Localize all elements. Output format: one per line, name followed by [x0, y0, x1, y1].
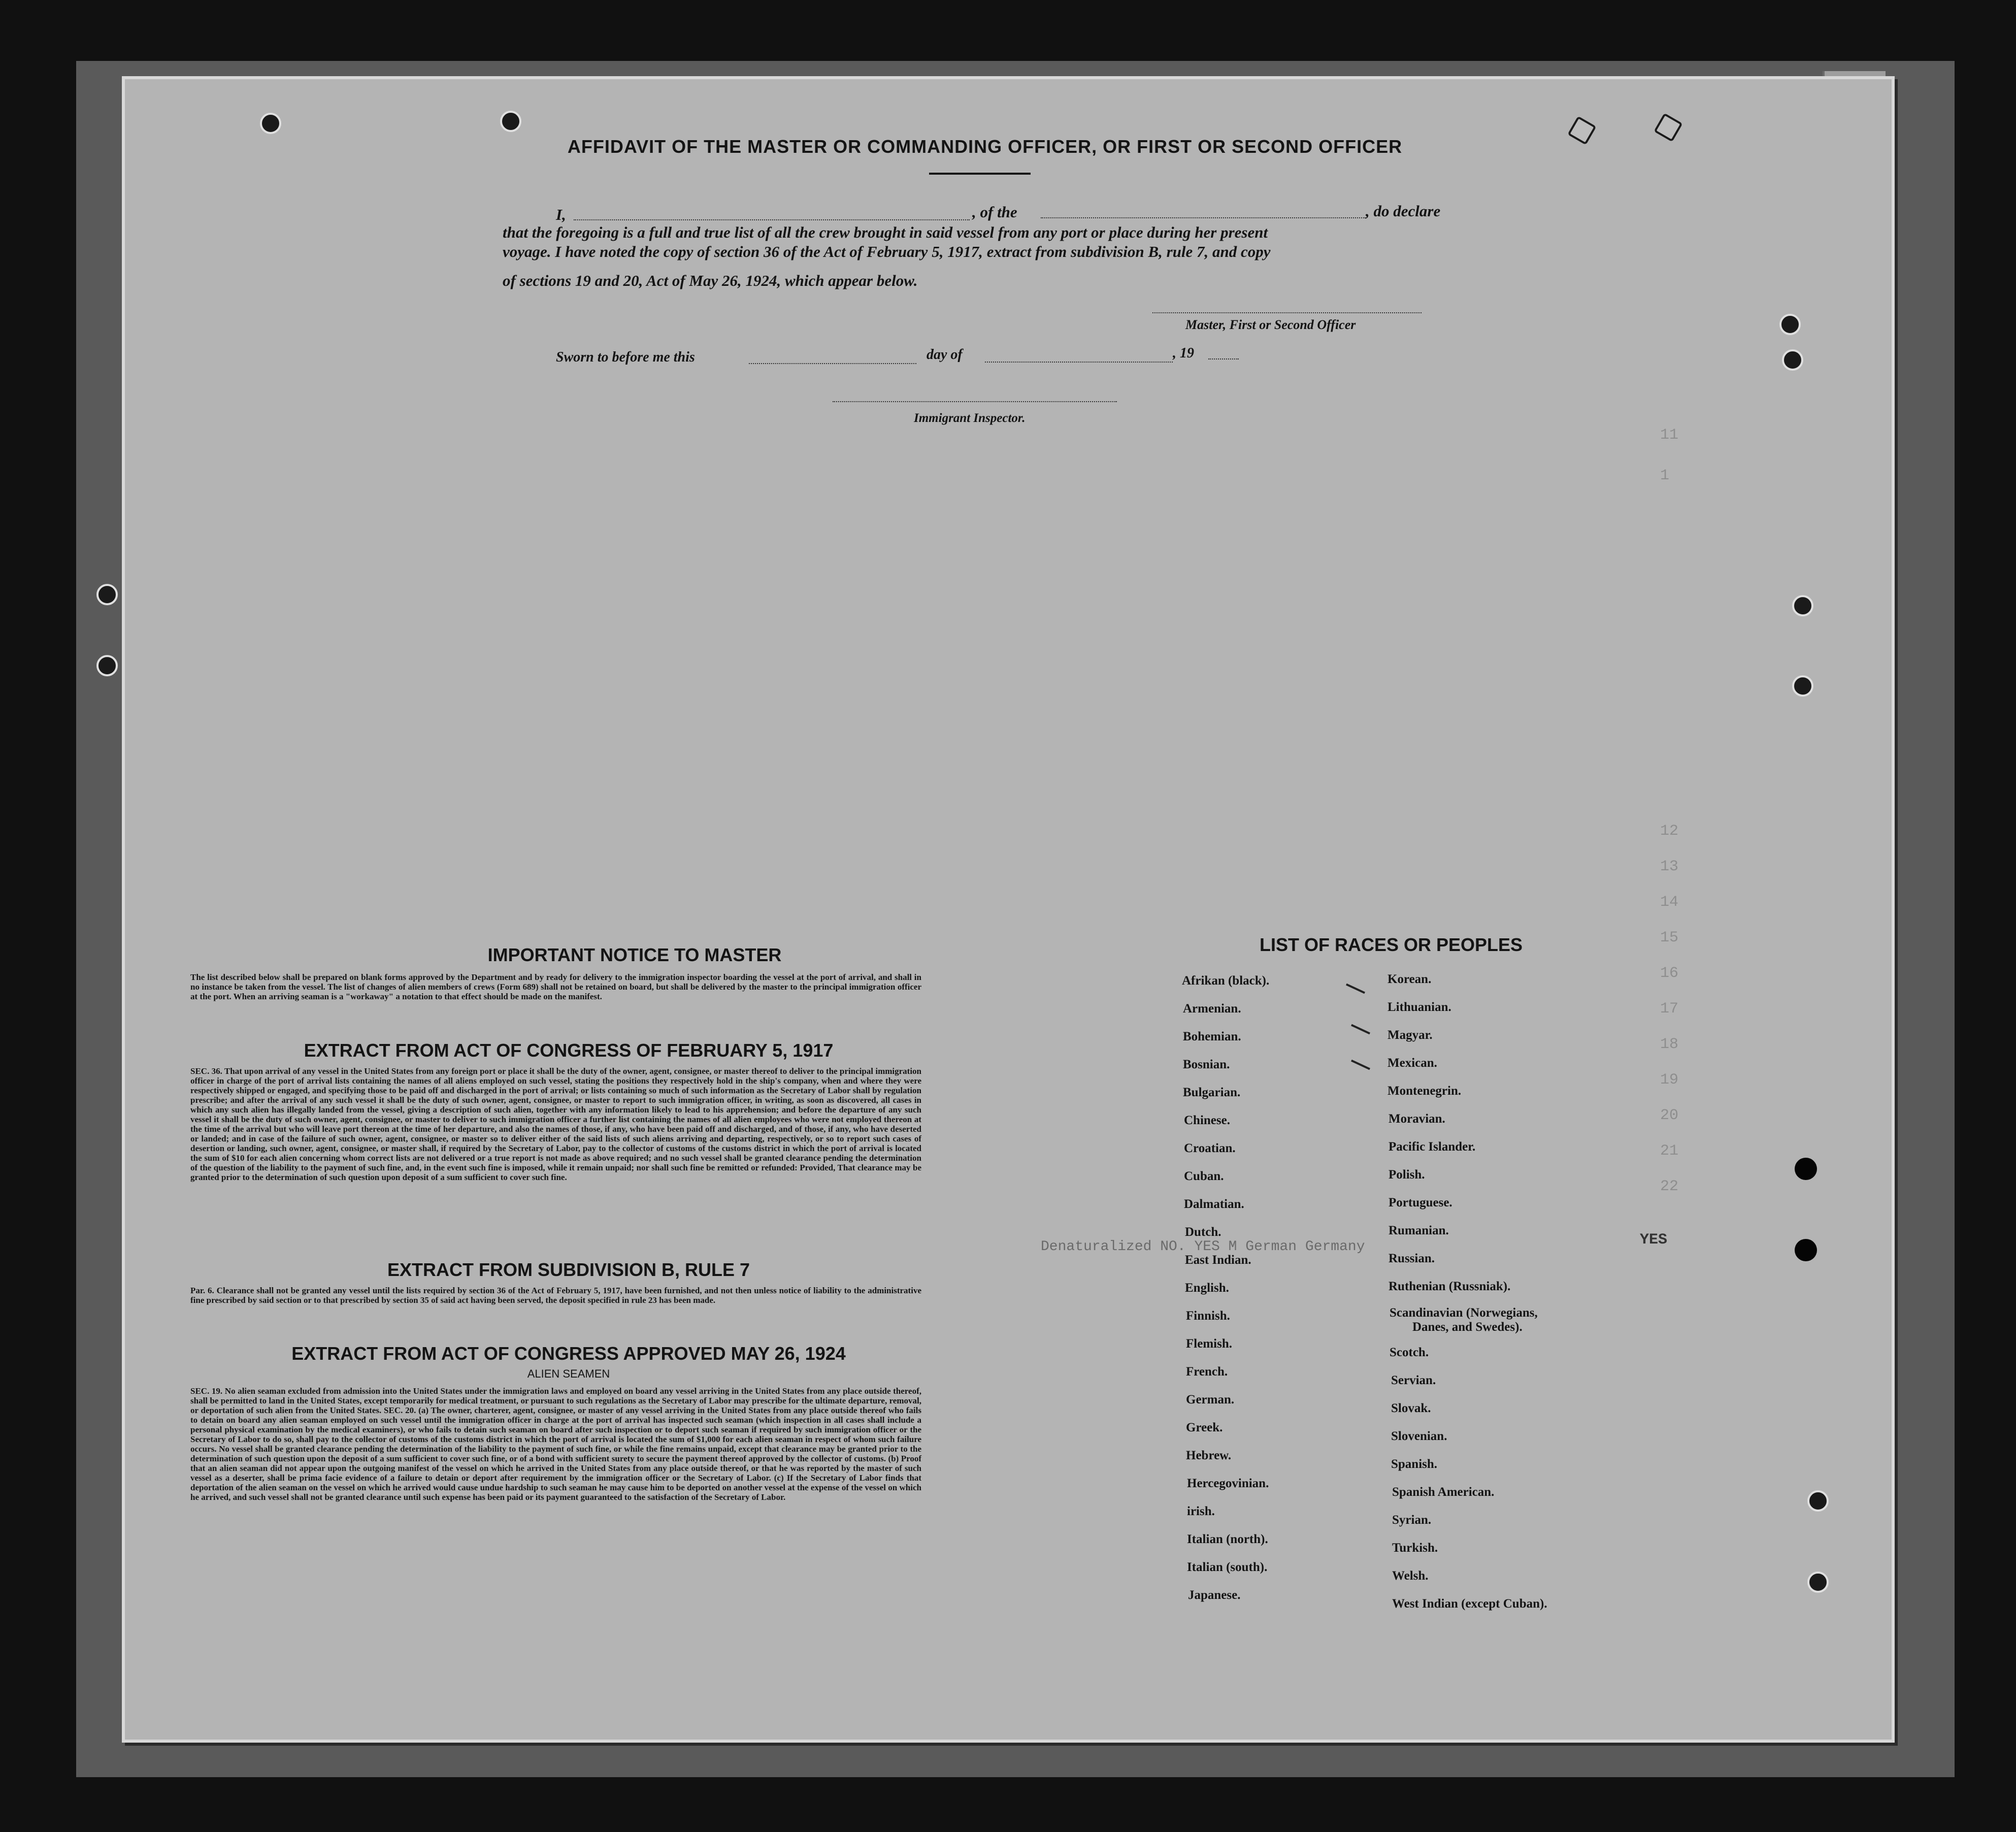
- race-item: Spanish American.: [1392, 1485, 1495, 1499]
- affidavit-title: AFFIDAVIT OF THE MASTER OR COMMANDING OFFICER, OR FIRST OR SECOND OFFICER: [567, 136, 1403, 157]
- race-item: Korean.: [1387, 972, 1432, 986]
- race-item: Scotch.: [1390, 1346, 1429, 1359]
- extract-1917-title: EXTRACT FROM ACT OF CONGRESS OF FEBRUARY 5, 1917: [304, 1040, 834, 1061]
- race-item: Montenegrin.: [1387, 1084, 1462, 1098]
- declaration-of-the: , of the: [972, 203, 1017, 221]
- race-item: Dalmatian.: [1184, 1197, 1244, 1211]
- master-signature-line[interactable]: [1152, 312, 1422, 313]
- sworn-year-blank[interactable]: [1208, 358, 1239, 359]
- bleed-through-number: 12: [1660, 823, 1679, 840]
- extract-1924-text: SEC. 19. No alien seaman excluded from admission into the United States under the immigration laws and employed on board any vessel arriving in the United States from any place outside thereof, shall be permitted to land in the United States, except temporarily for medical treatment, or pursuant to such regulations as the Secretary of Labor may prescribe for the ultimate departure, removal, or deportation of such alien from the United States. SEC. 20. (a) The owner, charterer, agent, consignee, or master of any vessel arriving in the United States from any place outside thereof who fails to detain on board any alien seaman employed on such vessel until the immigration officer in charge at the port of arrival has inspected such seaman (which inspection in all cases shall include a personal physical examination by the medical examiners), or who fails to detain such seaman on board after such inspection or to deport such seaman if required by such immigration officer or the Secretary of Labor to do so, shall pay to the collector of customs of the customs district in which the port of arrival is located the sum of $1,000 for each alien seaman in respect of whom such failure occurs. No vessel shall be granted clearance pending the determination of the liability to the payment of such fine, or while the fine remains unpaid, except that clearance may be granted prior to the determination of such question upon the deposit of a sum sufficient to cover such fine, or of a bond with sufficient surety to secure the payment thereof approved by the collector of customs. (b) Proof that an alien seaman did not appear upon the outgoing manifest of the vessel on which he arrived in the United States from any place outside thereof, or that he was reported by the master of such vessel as a deserter, shall be prima facie evidence of a failure to detain or deport after requirement by the immigration officer or the Secretary of Labor. (c) If the Secretary of Labor finds that deportation of the alien seaman on the vessel on which he arrived would cause undue hardship to such seaman he may cause him to be deported on another vessel at the expense of the vessel on which he arrived, and such vessel shall not be granted clearance until such expense has been paid or its payment guaranteed to the satisfaction of the Secretary of Labor.: [190, 1386, 921, 1502]
- bleed-through-number: 15: [1660, 929, 1679, 946]
- race-item: Japanese.: [1188, 1588, 1241, 1602]
- race-item: irish.: [1187, 1504, 1215, 1518]
- punch-hole: [96, 655, 118, 676]
- race-item: Bohemian.: [1183, 1030, 1241, 1043]
- race-item: Danes, and Swedes).: [1412, 1320, 1523, 1334]
- punch-hole: [1807, 1490, 1829, 1512]
- race-item: Moravian.: [1389, 1112, 1445, 1126]
- notice-text: The list described below shall be prepared on blank forms approved by the Department and by ready for delivery to the immigration inspector boarding the vessel at the port of arrival, and shall in no instance be taken from the vessel. The list of changes of alien members of crews (Form 689) shall not be retained on board, but shall be delivered by the master to the principal immigration officer at the port. When an arriving seaman is a "workaway" a notation to that effect should be made on the manifest.: [190, 972, 921, 1001]
- extract-1924-subtitle: ALIEN SEAMEN: [527, 1367, 610, 1380]
- bleed-through-number: 13: [1660, 858, 1679, 875]
- race-item: Italian (north).: [1187, 1532, 1268, 1546]
- race-item: Spanish.: [1391, 1457, 1438, 1471]
- race-item: West Indian (except Cuban).: [1392, 1597, 1547, 1611]
- punch-hole: [260, 113, 281, 134]
- punch-hole: [1779, 314, 1801, 335]
- race-item: French.: [1186, 1365, 1228, 1379]
- bleed-through-number: 14: [1660, 894, 1679, 911]
- bleed-through-number: 19: [1660, 1071, 1679, 1089]
- race-item: Flemish.: [1186, 1337, 1232, 1351]
- extract-rule7-text: Par. 6. Clearance shall not be granted any vessel until the lists required by section 36 of the Act of February 5, 1917, have been furnished, and not then unless notice of liability to the administrative fine prescribed by said section or to that prescribed by section 35 of said act having been served, the deposit specified in rule 23 has been made.: [190, 1286, 921, 1305]
- extract-rule7-title: EXTRACT FROM SUBDIVISION B, RULE 7: [387, 1259, 750, 1280]
- day-of-label: day of: [927, 347, 963, 363]
- extract-1917-text: SEC. 36. That upon arrival of any vessel in the United States from any foreign port or place it shall be the duty of the owner, agent, consignee, or master thereof to deliver to the principal immigration officer in charge of the port of arrival lists containing the names of all aliens employed on such vessel, stating the positions they respectively hold in the ship's company, when and where they were respectively shipped or engaged, and specifying those to be paid off and discharged in the port of arrival; or lists containing so much of such information as the Secretary of Labor shall by regulation prescribe; and after the arrival of any such vessel it shall be the duty of such owner, agent, consignee, or master to report to such immigration officer, in writing, as soon as discovered, all cases in which any such alien has illegally landed from the vessel, giving a description of such alien, together with any information likely to lead to his apprehension; and before the departure of any such vessel it shall be the duty of such owner, agent, consignee, or master to deliver to such immigration officer a further list containing the names of all alien employees who were not employed thereon at the time of the arrival but who will leave port thereon at the time of her departure, and also the names of those, if any, who have been paid off and discharged, and of those, if any, who have deserted or landed; and in case of the failure of such owner, agent, consignee, or master so to deliver either of the said lists of such aliens arriving and departing, respectively, or so to report such cases of desertion or landing, such owner, agent, consignee, or master shall, if required by the Secretary of Labor, pay to the collector of customs of the customs district in which the port of arrival is located the sum of $10 for each alien concerning whom correct lists are not delivered or a true report is not made as above required; and no such vessel shall be granted clearance pending the determination of the question of the liability to the payment of such fine, and, in the event such fine is imposed, while it remain unpaid; nor shall such fine be remitted or refunded: Provided, That clearance may be granted prior to the determination of such question upon deposit of a sum sufficient to cover such fine.: [190, 1066, 921, 1182]
- notice-title: IMPORTANT NOTICE TO MASTER: [487, 944, 782, 965]
- declaration-do-declare: , do declare: [1366, 202, 1441, 220]
- race-item: Slovenian.: [1391, 1429, 1447, 1443]
- sworn-month-blank[interactable]: [985, 362, 1173, 363]
- punch-hole: [96, 584, 118, 605]
- race-item: Greek.: [1186, 1421, 1223, 1434]
- race-item: Russian.: [1389, 1252, 1435, 1265]
- race-item: Italian (south).: [1187, 1560, 1268, 1574]
- race-item: Bosnian.: [1183, 1058, 1230, 1071]
- race-item: Dutch.: [1185, 1225, 1221, 1239]
- race-item: English.: [1185, 1281, 1229, 1295]
- inspector-label: Immigrant Inspector.: [914, 411, 1026, 425]
- race-item: Rumanian.: [1389, 1224, 1449, 1237]
- bleed-through-number: 18: [1660, 1036, 1679, 1053]
- race-item: Ruthenian (Russniak).: [1389, 1280, 1511, 1293]
- inspector-signature-line[interactable]: [833, 401, 1117, 402]
- race-item: Chinese.: [1184, 1114, 1230, 1127]
- punch-hole: [1795, 1158, 1817, 1180]
- punch-hole: [1782, 349, 1803, 371]
- race-item: East Indian.: [1185, 1253, 1251, 1267]
- sworn-label: Sworn to before me this: [556, 349, 695, 365]
- race-item: Syrian.: [1392, 1513, 1432, 1527]
- race-item: Slovak.: [1391, 1401, 1431, 1415]
- declaration-line-3: voyage. I have noted the copy of section 36 of the Act of February 5, 1917, extract from subdivision B, rule 7, and copy: [503, 243, 1271, 260]
- punch-hole: [1792, 595, 1813, 616]
- race-item: Scandinavian (Norwegians,: [1390, 1306, 1538, 1320]
- race-item: Finnish.: [1186, 1309, 1230, 1323]
- race-item: Magyar.: [1387, 1028, 1433, 1042]
- punch-hole: [1792, 675, 1813, 697]
- race-item: Hercegovinian.: [1187, 1477, 1269, 1490]
- race-item: Polish.: [1389, 1168, 1425, 1182]
- title-underline: [929, 173, 1031, 175]
- race-item: Croatian.: [1184, 1141, 1236, 1155]
- bleed-through-denaturalized: Denaturalized NO. YES M German Germany: [1041, 1239, 1365, 1255]
- bleed-through-number: 21: [1660, 1142, 1679, 1160]
- year-prefix: , 19: [1173, 345, 1194, 361]
- bleed-through-number: 22: [1660, 1178, 1679, 1195]
- declaration-line-2: that the foregoing is a full and true list of all the crew brought in said vessel from any port or place during her present: [503, 223, 1268, 241]
- bleed-through-number: 1: [1660, 467, 1670, 484]
- punch-hole: [1807, 1572, 1829, 1593]
- sworn-day-blank[interactable]: [749, 363, 916, 364]
- bleed-through-number: 20: [1660, 1107, 1679, 1124]
- vessel-blank[interactable]: [1041, 217, 1366, 218]
- races-title: LIST OF RACES OR PEOPLES: [1259, 934, 1523, 955]
- race-item: Cuban.: [1184, 1169, 1224, 1183]
- race-item: Lithuanian.: [1387, 1000, 1451, 1014]
- race-item: Pacific Islander.: [1389, 1140, 1476, 1154]
- race-item: German.: [1186, 1393, 1235, 1406]
- extract-1924-title: EXTRACT FROM ACT OF CONGRESS APPROVED MAY 26, 1924: [291, 1343, 846, 1364]
- race-item: Afrikan (black).: [1182, 974, 1270, 988]
- bleed-through-number: 11: [1660, 427, 1679, 444]
- master-label: Master, First or Second Officer: [1185, 317, 1356, 332]
- bleed-through-number: 16: [1660, 965, 1679, 982]
- punch-hole: [500, 111, 521, 132]
- race-item: Mexican.: [1387, 1056, 1437, 1070]
- name-blank[interactable]: [574, 219, 970, 220]
- punch-hole: [1795, 1239, 1817, 1261]
- bleed-through-stamp: YES: [1640, 1231, 1668, 1249]
- race-item: Armenian.: [1183, 1002, 1241, 1016]
- race-item: Portuguese.: [1389, 1196, 1452, 1209]
- race-item: Bulgarian.: [1183, 1086, 1241, 1099]
- bleed-through-number: 17: [1660, 1000, 1679, 1018]
- race-item: Servian.: [1391, 1373, 1436, 1387]
- race-item: Turkish.: [1392, 1541, 1438, 1555]
- race-item: Hebrew.: [1186, 1449, 1232, 1462]
- race-item: Welsh.: [1392, 1569, 1429, 1583]
- declaration-i: I,: [556, 206, 566, 223]
- declaration-line-4: of sections 19 and 20, Act of May 26, 1924, which appear below.: [503, 272, 918, 289]
